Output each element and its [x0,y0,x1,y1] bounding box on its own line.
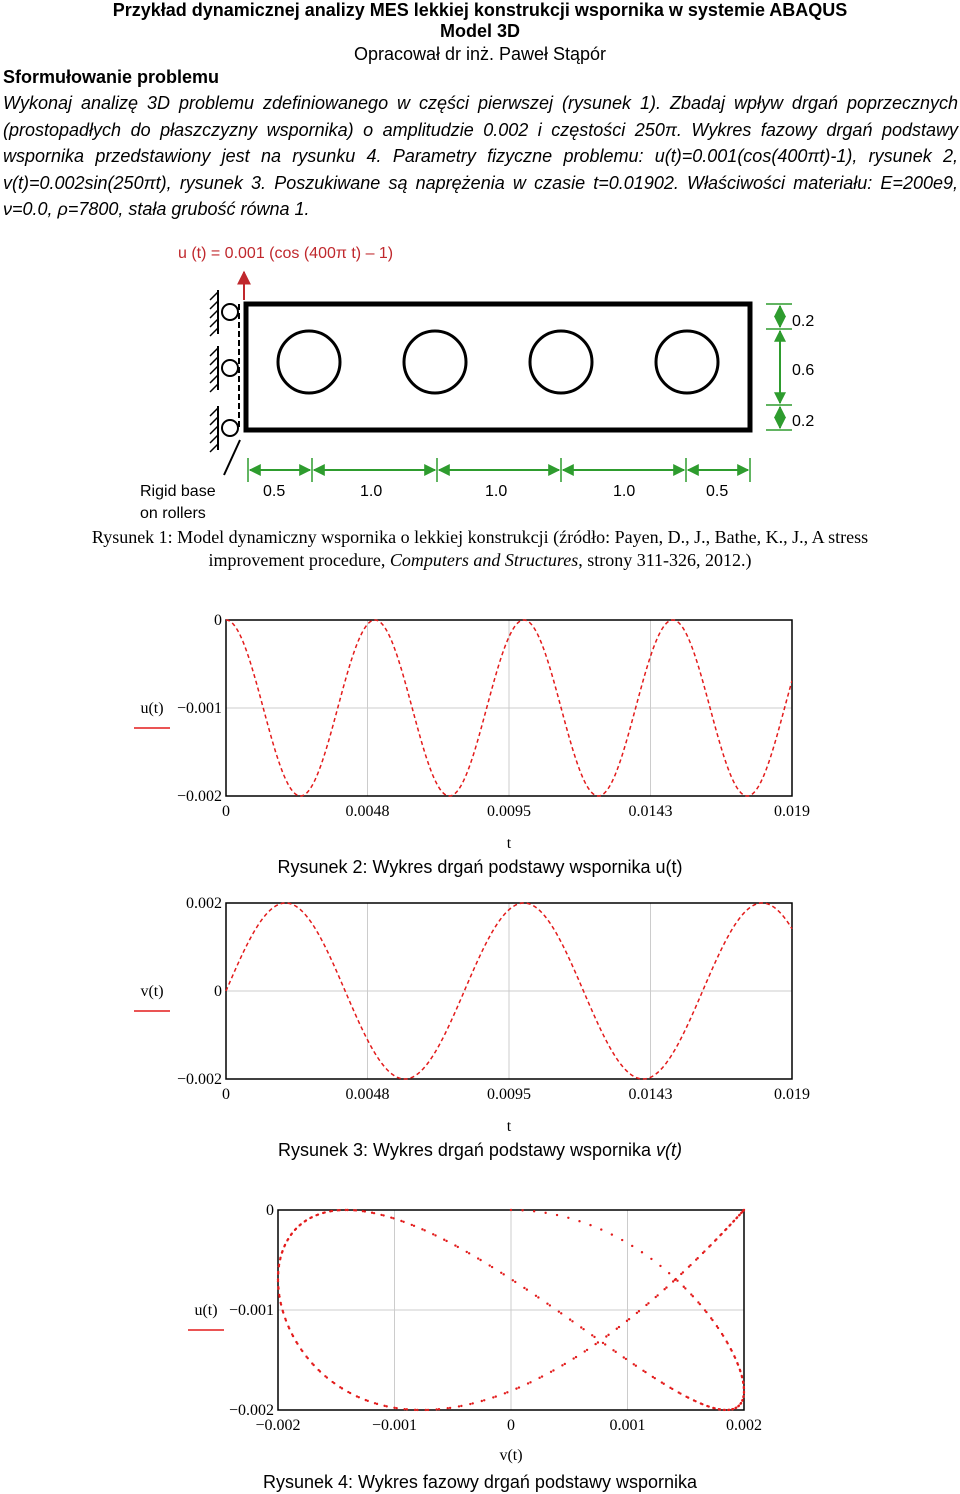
phase-point [413,1225,415,1227]
phase-point [738,1214,740,1216]
phase-point [443,1239,445,1241]
x-tick-label: 0.0143 [628,1086,673,1103]
phase-point [719,1234,721,1236]
phase-point [510,1209,512,1211]
phase-point [665,1286,667,1288]
problem-statement: Wykonaj analizę 3D problemu zdefiniowanego w części pierwszej (rysunek 1). Zbadaj wpływ drgań poprzecznych (prostopadłych do płaszczyzny wspornika) o amplitudzie 0.002 i częstości 250π. Wykres fazowy drgań podstawy wspornika przedstawiony jest na rysunku 4. Parametry fizyczne problemu: u(t)=0.001(cos(400πt)-1), rysunek 2, v(t)=0.002sin(250πt), rysunek 3. Poszukiwane są naprężenia w czasie t=0.01902. Właściwości materiału: E=200e9, ν=0.0, ρ=7800, stała grubość równa 1. [3,93,958,219]
phase-point [284,1244,286,1246]
x-axis-label: t [506,835,512,852]
phase-point [365,1399,367,1401]
x-tick-label: 0.002 [726,1417,762,1434]
phase-point [635,1364,637,1366]
phase-point [278,1264,280,1266]
x-tick-label: 0 [507,1417,515,1434]
phase-point [411,1224,413,1226]
x-tick-label: 0.0048 [345,803,390,820]
phase-point [323,1211,325,1213]
phase-point [291,1333,293,1335]
phase-point [533,1210,535,1212]
phase-point [732,1220,734,1222]
phase-point [694,1400,696,1402]
phase-point [594,1343,596,1345]
phase-point [492,1396,494,1398]
phase-point [277,1286,279,1288]
phase-point [716,1325,718,1327]
figure3-caption: Rysunek 3: Wykres drgań podstawy wspornika v(t) [278,1140,682,1160]
phase-point [618,1326,620,1328]
phase-point [383,1405,385,1407]
phase-point [572,1357,574,1359]
phase-point [600,1228,602,1230]
phase-point [406,1408,408,1410]
phase-point [724,1229,726,1231]
phase-point [730,1348,732,1350]
x-tick-label: 0 [222,803,230,820]
load-function-label: u (t) = 0.001 (cos (400π t) – 1) [178,245,394,262]
phase-point [741,1375,743,1377]
phase-point [277,1278,279,1280]
phase-point [597,1341,599,1343]
phase-point [638,1310,640,1312]
rigid-base-label-1: Rigid base [140,483,216,500]
phase-point [728,1409,730,1411]
phase-point [454,1244,456,1246]
phase-point [546,1303,548,1305]
x-tick-label: 0.0095 [487,1086,531,1103]
phase-point [589,1224,591,1226]
phase-point [393,1407,395,1409]
phase-point [614,1351,616,1353]
phase-point [481,1400,483,1402]
phase-point [621,1239,623,1241]
phase-point [287,1325,289,1327]
x-tick-label: 0 [222,1086,230,1103]
phase-point [324,1375,326,1377]
phase-point [523,1287,525,1289]
phase-point [514,1281,516,1283]
phase-point [641,1251,643,1253]
phase-point [421,1228,423,1230]
phase-point [713,1407,715,1409]
phase-point [491,1266,493,1268]
phase-point [435,1408,437,1410]
phase-point [277,1271,279,1273]
phase-point [526,1288,528,1290]
phase-point [591,1334,593,1336]
phase-point [395,1407,397,1409]
phase-point [311,1362,313,1364]
phase-point [295,1228,297,1230]
phase-point [402,1221,404,1223]
x-tick-label: 0.0095 [487,803,531,820]
phase-point [701,1403,703,1405]
phase-point [738,1405,740,1407]
phase-point [741,1399,743,1401]
phase-point [373,1212,375,1214]
phase-point [586,1349,588,1351]
section-heading: Sformułowanie problemu [3,67,220,87]
y-tick-label: −0.002 [176,1071,222,1088]
hdim-label-2: 1.0 [360,483,383,500]
rigid-base-label-2: on rollers [140,505,206,522]
phase-point [680,1273,682,1275]
phase-point [672,1280,674,1282]
phase-point [284,1318,286,1320]
phase-point [295,1341,297,1343]
x-axis-label: t [506,1118,512,1135]
phase-point [659,1265,661,1267]
phase-point [742,1381,744,1383]
phase-point [423,1229,425,1231]
phase-point [281,1250,283,1252]
hdim-label-5: 0.5 [706,483,729,500]
phase-point [679,1392,681,1394]
phase-point [740,1402,742,1404]
phase-point [300,1348,302,1350]
figure1-caption-line1: Rysunek 1: Model dynamiczny wspornika o lekkiej konstrukcji (źródło: Payen, D., J., Bathe, K., J., A stress [91,527,869,547]
phase-point [663,1383,665,1385]
figure1-caption-line2: improvement procedure, Computers and Structures, strony 311-326, 2012.) [208,550,752,570]
phase-point [564,1363,566,1365]
phase-point [279,1257,281,1259]
y-tick-label: −0.002 [228,1402,274,1419]
phase-point [567,1217,569,1219]
phase-point [416,1409,418,1411]
vdim-label-2: 0.6 [792,362,815,379]
phase-point [460,1405,462,1407]
phase-point [495,1395,497,1397]
phase-point [279,1302,281,1304]
phase-point [331,1381,333,1383]
phase-point [704,1309,706,1311]
phase-point [631,1245,633,1247]
phase-point [602,1342,604,1344]
phase-point [469,1403,471,1405]
phase-point [647,1302,649,1304]
author-line: Opracował dr inż. Paweł Stąpór [353,44,607,64]
phase-point [537,1296,539,1298]
phase-point [355,1209,357,1211]
phase-point [500,1272,502,1274]
phase-point [724,1409,726,1411]
hdim-label-4: 1.0 [613,483,636,500]
phase-point [403,1408,405,1410]
phase-point [287,1238,289,1240]
x-tick-label: 0.001 [609,1417,646,1434]
phase-point [538,1377,540,1379]
phase-point [278,1294,280,1296]
phase-point [633,1363,635,1365]
phase-point [571,1320,573,1322]
phase-point [690,1293,692,1295]
phase-point [447,1407,449,1409]
phase-point [611,1233,613,1235]
phase-point [445,1240,447,1242]
phase-point [625,1358,627,1360]
phase-point [645,1304,647,1306]
phase-point [434,1234,436,1236]
phase-point [688,1265,690,1267]
phase-point [374,1402,376,1404]
phase-point [695,1258,697,1260]
phase-point [300,1223,302,1225]
phase-point [569,1318,571,1320]
phase-point [527,1382,529,1384]
phase-point [740,1212,742,1214]
phase-point [506,1391,508,1393]
x-tick-label: 0.0143 [628,803,673,820]
phase-point [582,1328,584,1330]
phase-point [743,1386,745,1388]
phase-point [710,1317,712,1319]
phase-point [305,1356,307,1358]
y-tick-label: 0 [214,612,222,629]
phase-point [580,1326,582,1328]
phase-point [558,1310,560,1312]
vdim-label-1: 0.2 [792,313,815,330]
phase-point [733,1355,735,1357]
phase-point [616,1328,618,1330]
phase-point [339,1386,341,1388]
phase-point [628,1318,630,1320]
phase-point [518,1386,520,1388]
y-tick-label: −0.001 [176,700,222,717]
phase-point [561,1364,563,1366]
phase-point [560,1312,562,1314]
phase-point [317,1213,319,1215]
phase-point [721,1333,723,1335]
y-tick-label: 0.002 [186,895,222,912]
x-tick-label: −0.002 [255,1417,301,1434]
phase-point [735,1407,737,1409]
y-axis-label: v(t) [140,983,164,1000]
vdim-label-3: 0.2 [792,413,815,430]
phase-point [427,1409,429,1411]
phase-point [305,1219,307,1221]
phase-point [392,1217,394,1219]
phase-point [541,1375,543,1377]
phase-point [607,1334,609,1336]
x-tick-label: 0.019 [774,1086,810,1103]
phase-point [458,1405,460,1407]
phase-point [728,1224,730,1226]
phase-point [382,1214,384,1216]
phase-point [347,1391,349,1393]
phase-point [697,1301,699,1303]
phase-point [742,1395,744,1397]
phase-point [380,1214,382,1216]
phase-point [735,1217,737,1219]
phase-point [468,1252,470,1254]
document-title: Przykład dynamicznej analizy MES lekkiej konstrukcji wspornika w systemie ABAQUS [112,0,848,20]
phase-point [535,1295,537,1297]
phase-point [593,1336,595,1338]
phase-point [708,1405,710,1407]
x-axis-label: v(t) [499,1447,523,1464]
phase-point [438,1408,440,1410]
phase-point [512,1279,514,1281]
phase-point [385,1405,387,1407]
phase-point [472,1402,474,1404]
phase-point [331,1210,333,1212]
phase-point [425,1409,427,1411]
phase-point [644,1371,646,1373]
y-tick-label: 0 [214,983,222,1000]
phase-point [604,1343,606,1345]
phase-point [683,1286,685,1288]
hdim-label-1: 0.5 [263,483,286,500]
y-tick-label: 0 [266,1202,274,1219]
figure4-caption: Rysunek 4: Wykres fazowy drgań podstawy wspornika [262,1472,698,1492]
phase-point [708,1245,710,1247]
phase-point [642,1370,644,1372]
phase-point [743,1391,745,1393]
phase-point [656,1294,658,1296]
phase-point [466,1251,468,1253]
phase-point [654,1377,656,1379]
phase-point [668,1272,670,1274]
phase-point [623,1356,625,1358]
phase-point [317,1369,319,1371]
phase-point [675,1278,677,1280]
y-tick-label: −0.002 [176,788,222,805]
x-tick-label: −0.001 [371,1417,418,1434]
phase-point [311,1216,313,1218]
phase-point [726,1341,728,1343]
phase-point [671,1388,673,1390]
phase-point [626,1320,628,1322]
document-subtitle: Model 3D [439,21,520,41]
phase-point [479,1259,481,1261]
phase-point [414,1409,416,1411]
phase-point [612,1349,614,1351]
phase-point [346,1209,348,1211]
phase-point [556,1214,558,1216]
hdim-label-3: 1.0 [485,483,508,500]
phase-point [719,1408,721,1410]
y-axis-label: u(t) [140,700,164,717]
phase-point [732,1408,734,1410]
phase-point [502,1273,504,1275]
phase-point [291,1233,293,1235]
phase-point [488,1264,490,1266]
phase-point [282,1310,284,1312]
phase-point [575,1356,577,1358]
phase-point [714,1239,716,1241]
phase-point [702,1252,704,1254]
y-tick-label: −0.001 [228,1302,274,1319]
x-tick-label: 0.0048 [345,1086,390,1103]
phase-point [400,1220,402,1222]
phase-point [504,1392,506,1394]
phase-point [655,1296,657,1298]
phase-point [687,1396,689,1398]
phase-point [578,1220,580,1222]
x-tick-label: 0.019 [774,803,810,820]
phase-point [584,1350,586,1352]
phase-point [364,1210,366,1212]
phase-point [550,1371,552,1373]
phase-point [449,1407,451,1409]
phase-point [739,1369,741,1371]
phase-point [549,1304,551,1306]
phase-point [515,1387,517,1389]
phase-point [390,1216,392,1218]
phase-point [605,1335,607,1337]
phase-point [650,1258,652,1260]
phase-point [636,1312,638,1314]
phase-point [356,1395,358,1397]
phase-point [521,1209,523,1211]
phase-point [663,1288,665,1290]
phase-point [338,1209,340,1211]
phase-point [457,1246,459,1248]
phase-point [736,1362,738,1364]
y-axis-label: u(t) [194,1302,218,1319]
phase-point [544,1212,546,1214]
phase-point [483,1399,485,1401]
phase-point [477,1257,479,1259]
phase-point [432,1233,434,1235]
phase-point [529,1381,531,1383]
figure2-caption: Rysunek 2: Wykres drgań podstawy wspornika u(t) [277,857,683,877]
phase-point [552,1369,554,1371]
